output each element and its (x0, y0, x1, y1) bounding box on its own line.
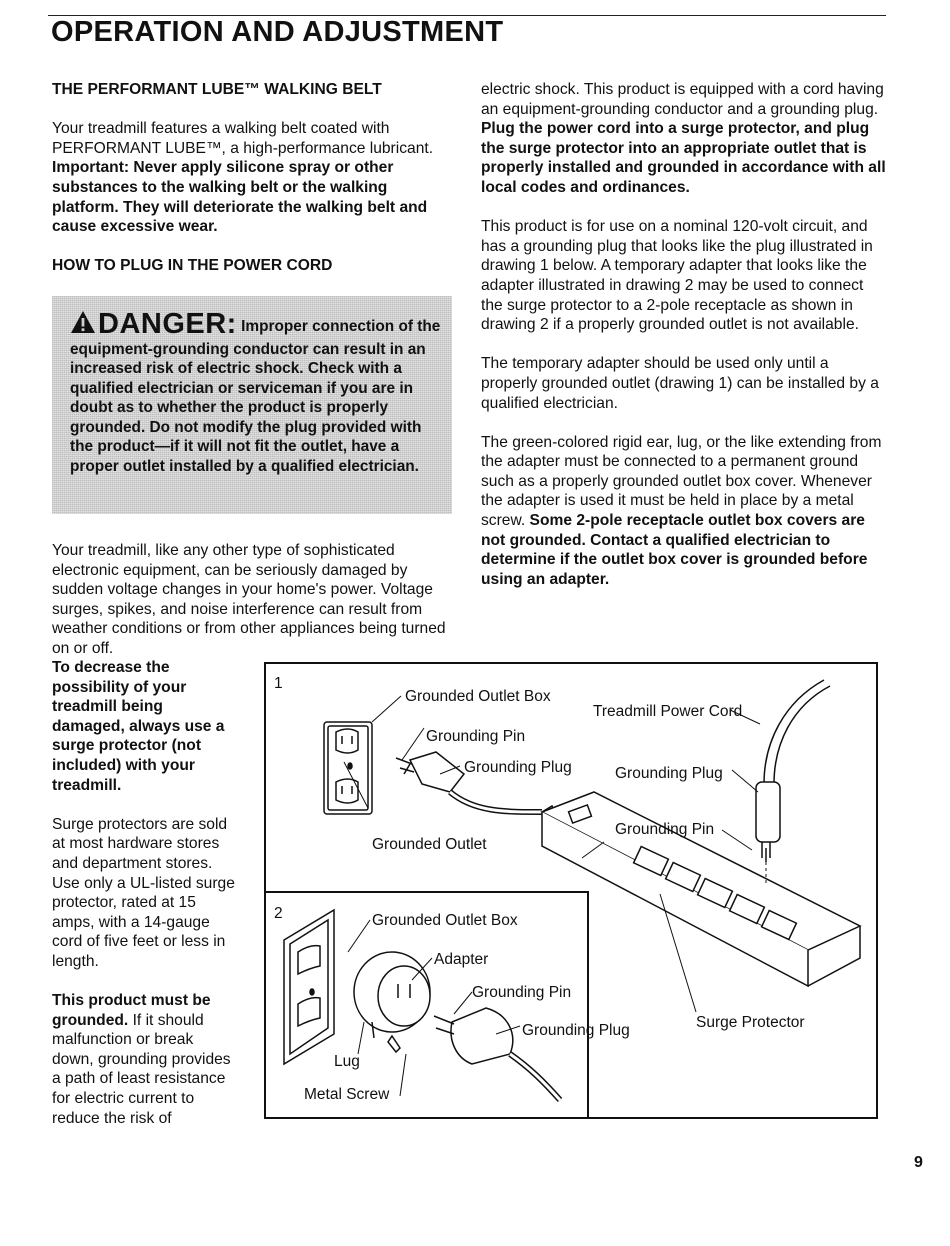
page-title: OPERATION AND ADJUSTMENT (51, 16, 504, 48)
label-grounding-pin-1: Grounding Pin (426, 728, 526, 745)
paragraph-surge-protectors: Surge protectors are sold at most hardware stores and department stores. Use only a UL-listed surge protector, rated at 15 amps, with a 14-gauge cord of five feet or less in length. (52, 815, 235, 970)
heading-walking-belt: THE PERFORMANT LUBE™ WALKING BELT (52, 81, 382, 98)
right-column (481, 80, 886, 589)
drawing1-number: 1 (274, 675, 283, 692)
danger-text-block (70, 310, 442, 476)
label-grounding-plug-right: Grounding Plug (615, 765, 723, 782)
drawing1-outlet (324, 722, 372, 814)
left-column-narrow (52, 658, 236, 1128)
paragraph-cord-text: electric shock. This product is equipped with a cord having an equipment-grounding conductor and a grounding plug. (481, 81, 884, 118)
outlet-box-warning: Some 2-pole receptacle outlet box covers are not grounded. Contact a qualified electrician to determine if the outlet box cover is grounded before using an adapter. (481, 512, 868, 588)
danger-box (52, 296, 452, 514)
paragraph-lube-text: Your treadmill features a walking belt coated with PERFORMANT LUBE™, a high-performance lubricant. (52, 120, 434, 157)
drawing2-adapter (354, 952, 430, 1052)
paragraph-temporary-adapter: The temporary adapter should be used only until a properly grounded outlet (drawing 1) can be installed by a qualified electrician. (481, 355, 879, 412)
plug-instruction: Plug the power cord into a surge protector, and plug the surge protector into an appropriate outlet that is properly installed and grounded in accordance with all local codes and ordinances. (481, 120, 886, 196)
label-grounded-outlet-box-1: Grounded Outlet Box (405, 688, 551, 705)
label-surge-protector: Surge Protector (696, 1014, 805, 1031)
heading-power-cord: HOW TO PLUG IN THE POWER CORD (52, 257, 333, 275)
left-column-middle (52, 541, 456, 659)
paragraph-lube (52, 119, 456, 237)
label-grounded-outlet: Grounded Outlet (372, 836, 487, 853)
label-lug: Lug (334, 1053, 360, 1070)
plug-diagram-svg (264, 662, 878, 1119)
paragraph-lug (481, 433, 886, 590)
grounded-statement: This product must be grounded. (52, 992, 211, 1029)
label-grounding-plug-1: Grounding Plug (464, 759, 572, 776)
label-metal-screw: Metal Screw (304, 1086, 390, 1103)
danger-message: Improper connection of the equipment-grounding conductor can result in an increased risk of electric shock. Check with a qualified electrician or serviceman if you are in doubt as to whether the product is properly grounded. Do not modify the plug provided with the product—if it will not fit the outlet, have a proper outlet installed by a qualified electrician. (70, 318, 441, 475)
paragraph-surges: Your treadmill, like any other type of sophisticated electronic equipment, can be seriously damaged by sudden voltage changes in your home's power. Voltage surges, spikes, and noise interference can result from weather conditions or from other appliances being turned on or off. (52, 542, 446, 657)
warning-triangle-icon (70, 310, 96, 340)
paragraph-lug-text: The green-colored rigid ear, lug, or the like extending from the adapter must be connected to a permanent ground such as a properly grounded outlet box cover. Whenever the adapter is used it must be held in place by a metal screw. (481, 433, 882, 530)
paragraph-grounded (52, 991, 236, 1128)
label-grounding-pin-2: Grounding Pin (472, 984, 572, 1001)
surge-advice: To decrease the possibility of your treadmill being damaged, always use a surge protector (not included) with your treadmill. (52, 659, 225, 794)
important-warning: Important: Never apply silicone spray or other substances to the walking belt or the walking platform. They will deteriorate the walking belt and cause excessive wear. (52, 159, 428, 236)
label-grounding-pin-right: Grounding Pin (615, 821, 715, 838)
label-adapter: Adapter (434, 951, 489, 968)
drawing2-number: 2 (274, 905, 283, 922)
plug-diagram (264, 662, 878, 1119)
label-grounded-outlet-box-2: Grounded Outlet Box (372, 912, 518, 929)
page-number: 9 (914, 1154, 923, 1171)
danger-label: DANGER: (98, 308, 237, 340)
drawing2-outlet (284, 910, 334, 1064)
label-grounding-plug-2: Grounding Plug (522, 1022, 630, 1039)
grounded-explanation: If it should malfunction or break down, grounding provides a path of least resistance for electric current to reduce the risk of (52, 1011, 231, 1127)
paragraph-cord (481, 80, 886, 198)
treadmill-cord-plug (756, 680, 830, 862)
label-treadmill-power-cord: Treadmill Power Cord (593, 703, 743, 720)
paragraph-circuit: This product is for use on a nominal 120-volt circuit, and has a grounding plug that looks like the plug illustrated in drawing 1 below. A temporary adapter that looks like the adapter illustrated in drawing 2 may be used to connect the surge protector to a 2-pole receptacle as shown in drawing 2 if a properly grounded outlet is not available. (481, 218, 873, 334)
left-column-upper (52, 80, 456, 276)
